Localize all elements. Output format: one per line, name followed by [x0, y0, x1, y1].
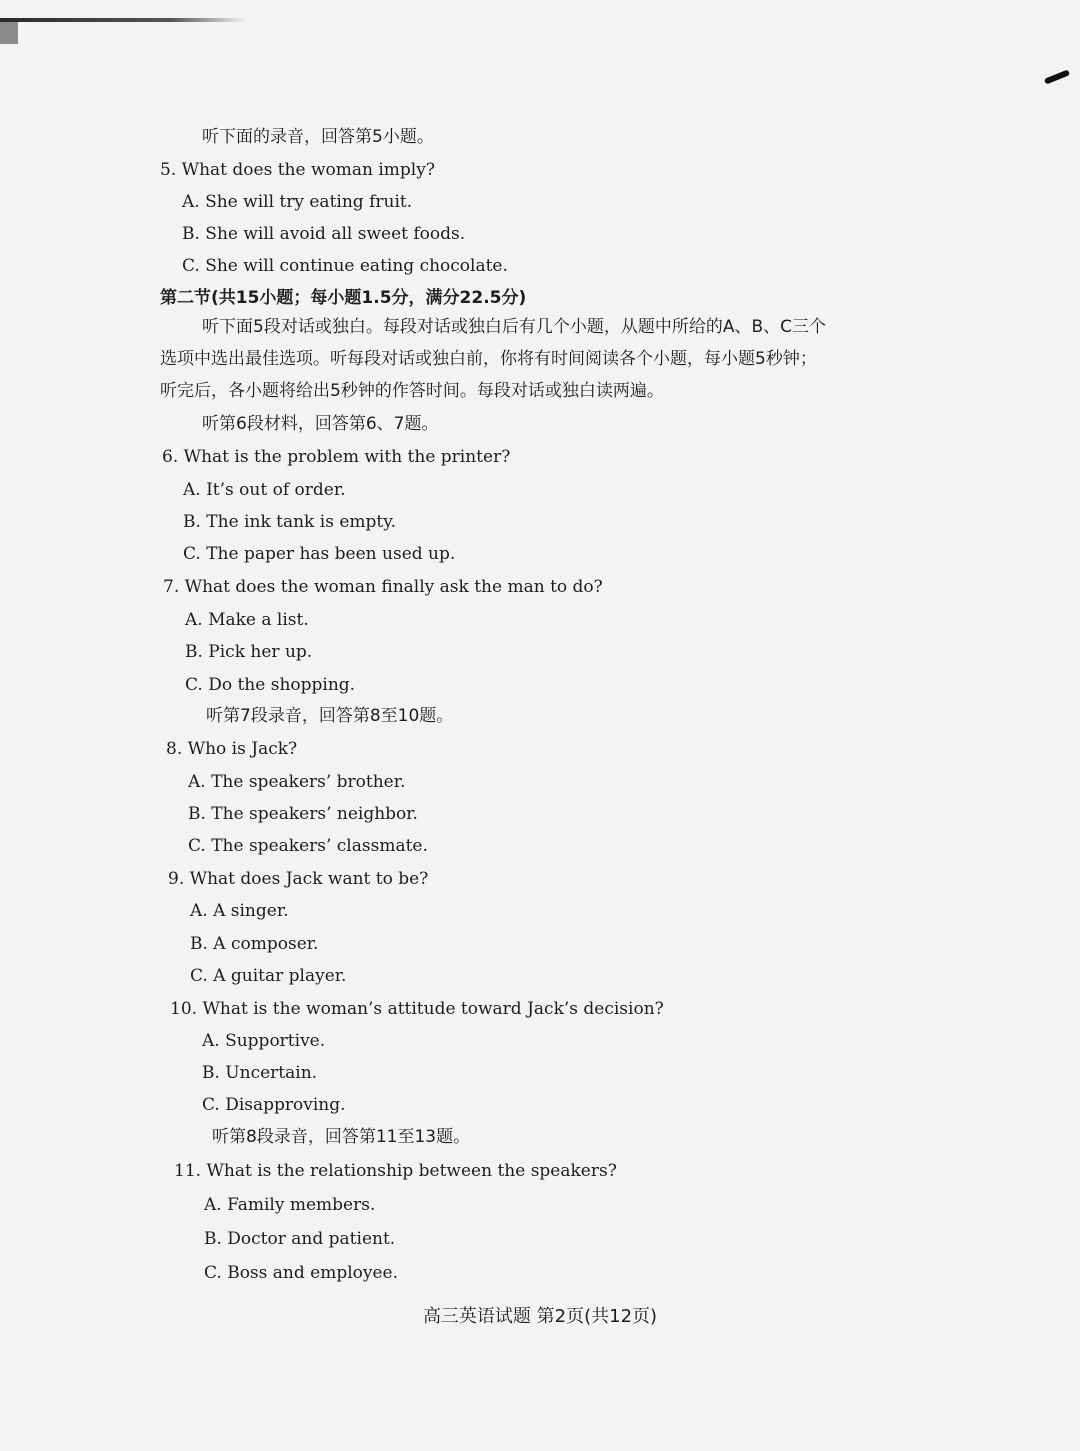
q5-option-c: C. She will continue eating chocolate. — [182, 256, 508, 276]
q7-option-c: C. Do the shopping. — [185, 675, 356, 695]
q5-option-b: B. She will avoid all sweet foods. — [182, 224, 466, 244]
q8-option-a: A. The speakers’ brother. — [188, 772, 406, 792]
question-5: 5. What does the woman imply? — [160, 160, 435, 180]
section-two-instructions-1: 听下面5段对话或独白。每段对话或独白后有几个小题，从题中所给的A、B、C三个 — [202, 317, 826, 337]
q8-option-c: C. The speakers’ classmate. — [188, 836, 428, 856]
question-10: 10. What is the woman’s attitude toward Jack’s decision? — [170, 999, 664, 1019]
scan-edge-top — [0, 18, 245, 22]
question-11: 11. What is the relationship between the speakers? — [174, 1161, 617, 1181]
q9-option-b: B. A composer. — [190, 934, 319, 954]
q6-option-c: C. The paper has been used up. — [183, 544, 456, 564]
q9-option-c: C. A guitar player. — [190, 966, 347, 986]
section-two-heading: 第二节(共15小题；每小题1.5分，满分22.5分) — [160, 288, 527, 308]
q6-option-b: B. The ink tank is empty. — [183, 512, 396, 532]
q5-option-a: A. She will try eating fruit. — [182, 192, 413, 212]
q9-option-a: A. A singer. — [190, 901, 289, 921]
q7-option-b: B. Pick her up. — [185, 642, 313, 662]
page-footer: 高三英语试题 第2页(共12页) — [422, 1306, 658, 1327]
instruction-q8-10: 听第7段录音，回答第8至10题。 — [206, 706, 454, 726]
q11-option-a: A. Family members. — [204, 1195, 376, 1215]
question-6: 6. What is the problem with the printer? — [162, 447, 511, 467]
question-9: 9. What does Jack want to be? — [168, 869, 429, 889]
q7-option-a: A. Make a list. — [185, 610, 309, 630]
q10-option-c: C. Disapproving. — [202, 1095, 346, 1115]
instruction-q11-13: 听第8段录音，回答第11至13题。 — [212, 1127, 471, 1147]
q10-option-b: B. Uncertain. — [202, 1063, 318, 1083]
scan-mark — [1044, 69, 1070, 84]
question-7: 7. What does the woman finally ask the man to do? — [163, 577, 603, 597]
instruction-q6-7: 听第6段材料，回答第6、7题。 — [202, 414, 439, 434]
instruction-q5: 听下面的录音，回答第5小题。 — [202, 127, 434, 147]
q8-option-b: B. The speakers’ neighbor. — [188, 804, 418, 824]
section-two-instructions-3: 听完后，各小题将给出5秒钟的作答时间。每段对话或独白读两遍。 — [160, 381, 664, 401]
scan-edge-corner — [0, 20, 18, 44]
q10-option-a: A. Supportive. — [202, 1031, 326, 1051]
section-two-instructions-2: 选项中选出最佳选项。听每段对话或独白前，你将有时间阅读各个小题，每小题5秒钟； — [160, 349, 817, 369]
q11-option-c: C. Boss and employee. — [204, 1263, 399, 1283]
q11-option-b: B. Doctor and patient. — [204, 1229, 396, 1249]
question-8: 8. Who is Jack? — [166, 739, 298, 759]
q6-option-a: A. It’s out of order. — [183, 480, 346, 500]
